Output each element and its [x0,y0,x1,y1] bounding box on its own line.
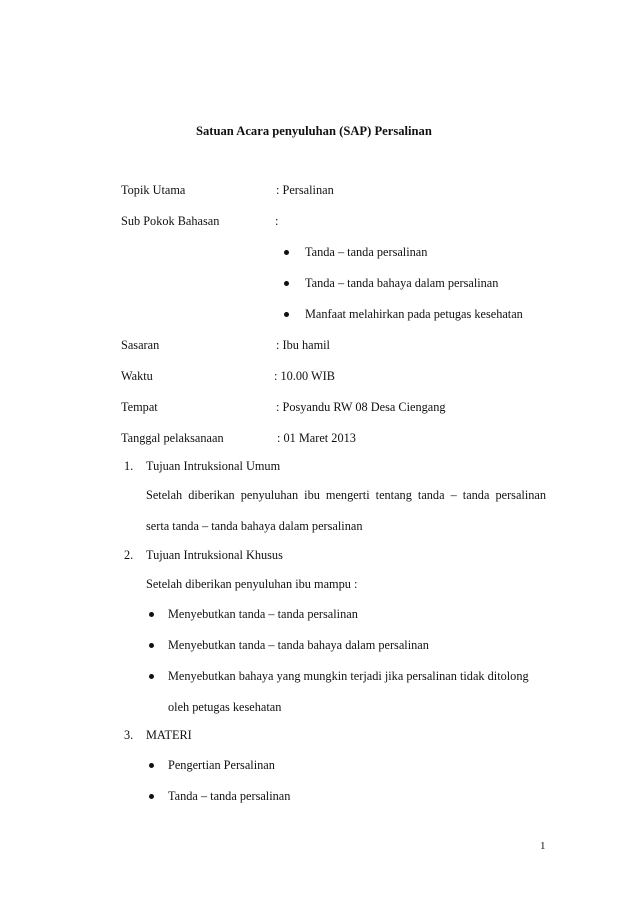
section-heading: MATERI [146,728,192,742]
field-value-sasaran: : Ibu hamil [276,338,330,352]
field-value-topik: : Persalinan [276,183,334,197]
list-item: Menyebutkan tanda – tanda persalinan [168,607,358,621]
section-number: 1. [124,459,134,473]
field-value-tanggal: : 01 Maret 2013 [277,431,356,445]
bullet-icon [149,612,154,617]
field-label-sasaran: Sasaran [121,338,160,352]
page-title: Satuan Acara penyuluhan (SAP) Persalinan [196,124,432,138]
section-heading: Tujuan Intruksional Umum [146,459,281,473]
bullet-icon [284,281,289,286]
sub-item-1: Tanda – tanda persalinan [305,245,428,259]
field-label-tempat: Tempat [121,400,158,414]
list-item: Pengertian Persalinan [168,758,275,772]
field-value-sub-pokok: : [275,214,279,228]
field-label-waktu: Waktu [121,369,153,383]
list-item: Menyebutkan tanda – tanda bahaya dalam persalinan [168,638,429,652]
field-value-tempat: : Posyandu RW 08 Desa Ciengang [276,400,446,414]
bullet-icon [149,794,154,799]
page-number: 1 [540,840,546,852]
bullet-icon [284,250,289,255]
list-item: Menyebutkan bahaya yang mungkin terjadi jika persalinan tidak ditolong [168,669,529,683]
section-paragraph: Setelah diberikan penyuluhan ibu mengerti tentang tanda – tanda persalinan [146,488,546,502]
sub-item-3: Manfaat melahirkan pada petugas kesehatan [305,307,523,321]
section-number: 2. [124,548,134,562]
section-heading: Tujuan Intruksional Khusus [146,548,283,562]
bullet-icon [284,312,289,317]
field-value-waktu: : 10.00 WIB [274,369,335,383]
section-paragraph-cont: serta tanda – tanda bahaya dalam persalinan [146,519,363,533]
field-label-sub-pokok: Sub Pokok Bahasan [121,214,220,228]
field-label-tanggal: Tanggal pelaksanaan [121,431,224,445]
sub-item-2: Tanda – tanda bahaya dalam persalinan [305,276,499,290]
bullet-icon [149,763,154,768]
bullet-icon [149,643,154,648]
section-number: 3. [124,728,134,742]
field-label-topik: Topik Utama [121,183,186,197]
bullet-icon [149,674,154,679]
list-item-cont: oleh petugas kesehatan [168,700,282,714]
section-intro: Setelah diberikan penyuluhan ibu mampu : [146,577,358,591]
list-item: Tanda – tanda persalinan [168,789,291,803]
